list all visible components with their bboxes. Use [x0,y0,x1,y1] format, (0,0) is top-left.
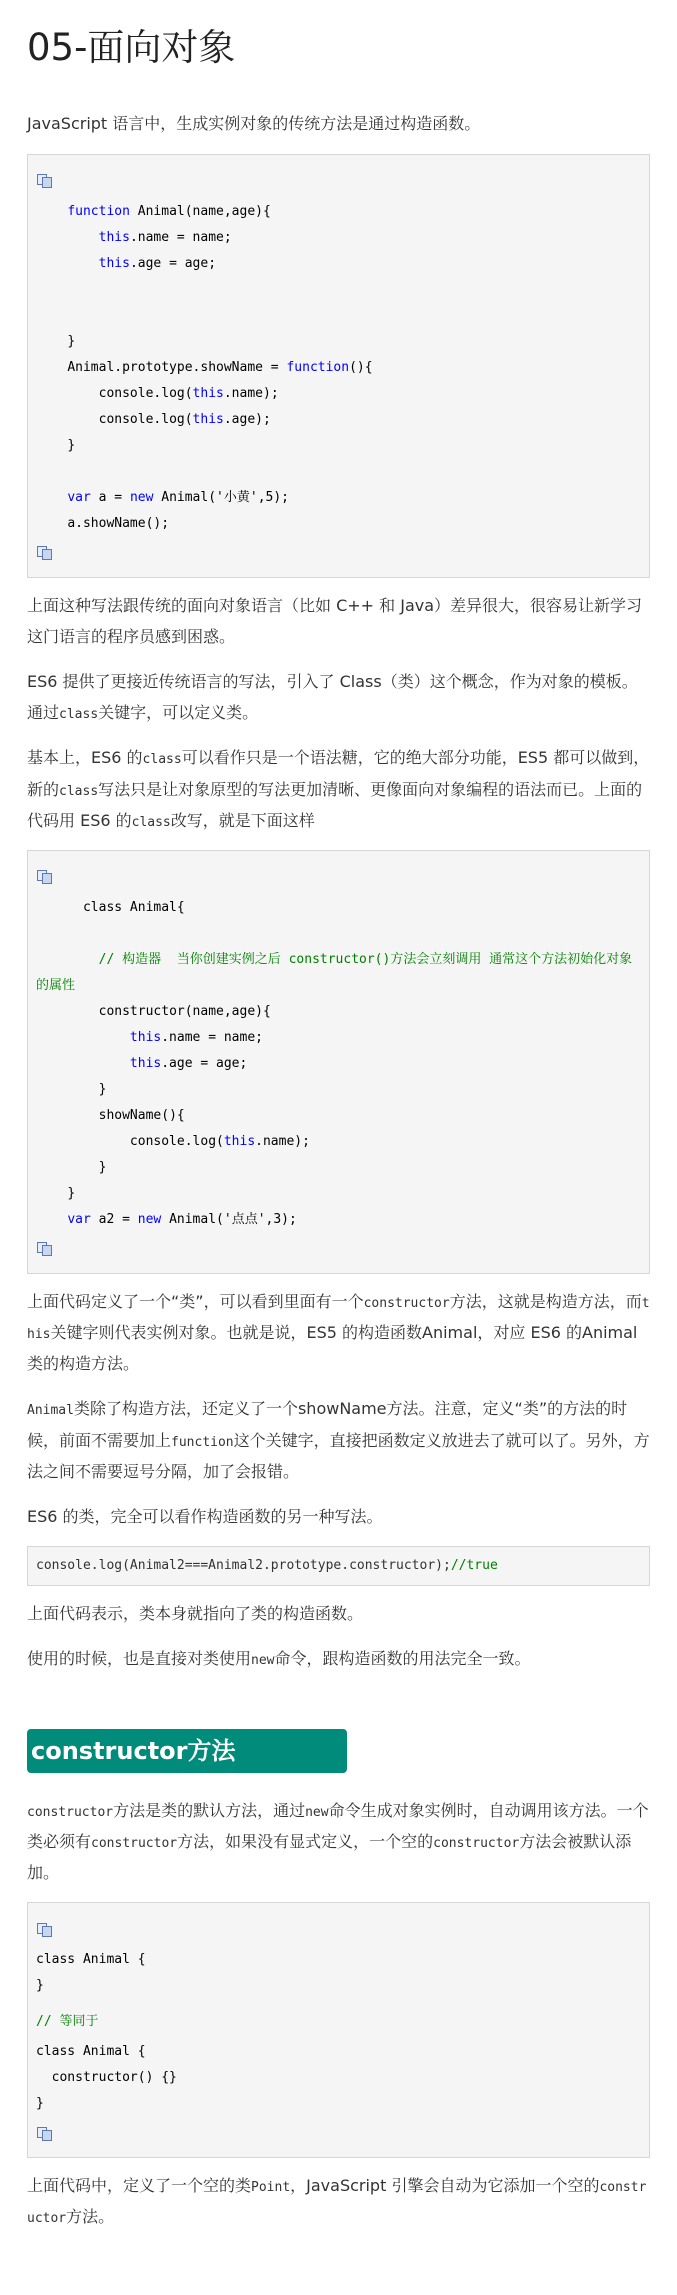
page-title: 05-面向对象 [27,26,236,69]
copy-code-icon[interactable] [36,1922,54,1938]
code-content: class Animal{ // 构造器 当你创建实例之后 constructor()方法会立刻调用 通常这个方法初始化对象的属性 constructor(name,age){ this.name = name; this.age = age; } showName(){ console.log(this.name); } } var a2 = new Animal('点点',3); [36,899,633,1227]
paragraph-intro: JavaScript 语言中，生成实例对象的传统方法是通过构造函数。 [27,114,481,134]
copy-code-icon[interactable] [36,173,54,189]
paragraph-class-explanation: 上面代码定义了一个“类”，可以看到里面有一个constructor方法，这就是构造方法，而this关键字则代表实例对象。也就是说，ES5 的构造函数Animal，对应 ES6 的Animal类的构造方法。 [27,1291,650,1374]
paragraph-new-usage: 使用的时候，也是直接对类使用new命令，跟构造函数的用法完全一致。 [27,1649,531,1669]
paragraph-method-notes: Animal类除了构造方法，还定义了一个showName方法。注意，定义“类”的方法的时候，前面不需要加上function这个关键字，直接把函数定义放进去了就可以了。另外，方法之间不需要逗号分隔，加了会报错。 [27,1399,650,1481]
copy-code-icon[interactable] [36,1241,54,1257]
code-content: console.log(Animal2===Animal2.prototype.constructor); [36,1558,451,1574]
paragraph-constructor-default: constructor方法是类的默认方法，通过new命令生成对象实例时，自动调用该方法。一个类必须有constructor方法，如果没有显式定义，一个空的constructor方法会被默认添加。 [27,1800,649,1882]
paragraph-syntax-sugar: 基本上，ES6 的class可以看作只是一个语法糖，它的绝大部分功能，ES5 都可以做到，新的class写法只是让对象原型的写法更加清晰、更像面向对象编程的语法而已。上面的代码用 ES6 的class改写，就是下面这样 [27,748,650,830]
code-content: class Animal { constructor() {} } [36,2044,177,2112]
paragraph-empty-class-explanation: 上面代码中，定义了一个空的类Point，JavaScript 引擎会自动为它添加一个空的constructor方法。 [27,2176,647,2227]
code-block-empty-class [27,1902,650,2158]
copy-code-icon[interactable] [36,2126,54,2142]
code-comment: //true [450,1558,498,1574]
paragraph-class-points-to-constructor: 上面代码表示，类本身就指向了类的构造函数。 [27,1604,364,1624]
code-block-single-line [27,1546,650,1586]
copy-code-icon[interactable] [36,545,54,561]
code-block-constructor-function [27,154,650,578]
code-content: function Animal(name,age){ this.name = name; this.age = age; } Animal.prototype.showName = function(){ console.log(this.name); console.log(this.age); } var a = new Animal('小黄',5); a.showName(); [67,203,373,531]
paragraph-class-intro: ES6 提供了更接近传统语言的写法，引入了 Class（类）这个概念，作为对象的模板。通过class关键字，可以定义类。 [27,671,638,723]
paragraph-constructor-alt: ES6 的类，完全可以看作构造函数的另一种写法。 [27,1507,383,1527]
copy-code-icon[interactable] [36,869,54,885]
code-comment: // 等同于 [36,2014,99,2030]
paragraph-difference: 上面这种写法跟传统的面向对象语言（比如 C++ 和 Java）差异很大，很容易让新学习这门语言的程序员感到困惑。 [27,595,643,646]
section-heading-constructor: constructor方法 [27,1729,347,1773]
code-block-es6-class [27,850,650,1274]
code-content: class Animal { } [36,1952,146,1994]
